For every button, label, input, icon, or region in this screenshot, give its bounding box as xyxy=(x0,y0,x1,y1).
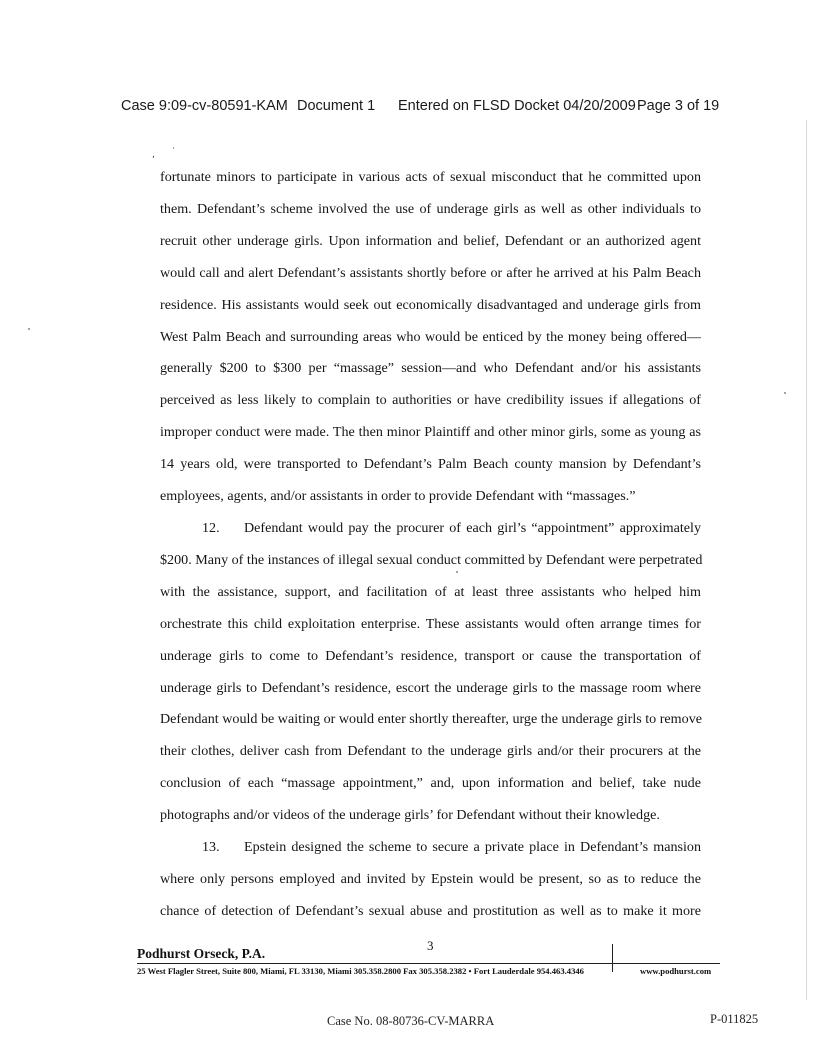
text-line: with the assistance, support, and facilitation of at least three assistants who helped him xyxy=(160,583,701,600)
text-line: perceived as less likely to complain to authorities or have credibility issues if allegations of xyxy=(160,392,701,409)
text-line: chance of detection of Defendant’s sexual abuse and prostitution as well as to make it more xyxy=(160,902,701,919)
case-number-stamp: Case No. 08-80736-CV-MARRA xyxy=(327,1014,495,1028)
text-line: their clothes, deliver cash from Defendant to the underage girls and/or their procurers at the xyxy=(160,743,701,760)
footer-divider xyxy=(612,944,613,972)
footer-rule xyxy=(137,963,720,964)
text-line: West Palm Beach and surrounding areas who would be enticed by the money being offered— xyxy=(160,328,701,345)
scan-speck xyxy=(28,328,30,330)
text-line: Defendant would be waiting or would enter shortly thereafter, urge the underage girls to remove xyxy=(160,711,702,728)
scan-speck xyxy=(456,571,458,573)
text-line: fortunate minors to participate in various acts of sexual misconduct that he committed upon xyxy=(160,169,701,185)
text-line: improper conduct were made. The then minor Plaintiff and other minor girls, some as young as xyxy=(160,424,701,441)
paragraph-12 xyxy=(160,513,701,832)
text-segment: Epstein designed the scheme to secure a private place in Defendant’s mansion xyxy=(244,839,701,856)
text-line: generally $200 to $300 per “massage” session—and who Defendant and/or his assistants xyxy=(160,360,701,377)
firm-website: www.podhurst.com xyxy=(640,966,712,976)
header-entered: Entered on FLSD Docket 04/20/2009 xyxy=(398,98,636,114)
text-line: underage girls to come to Defendant’s residence, transport or cause the transportation of xyxy=(160,647,701,664)
text-line: photographs and/or videos of the underage girls’ for Defendant without their knowledge. xyxy=(160,807,660,824)
paragraph-11-continued xyxy=(160,162,701,513)
header-page-count: Page 3 of 19 xyxy=(637,98,720,114)
firm-name: Podhurst Orseck, P.A. xyxy=(137,946,266,961)
text-line: orchestrate this child exploitation enterprise. These assistants would often arrange times for xyxy=(160,615,701,632)
text-segment: Defendant would pay the procurer of each girl’s “appointment” approximately xyxy=(244,519,701,536)
text-line: conclusion of each “massage appointment,” and, upon information and belief, take nude xyxy=(160,775,701,792)
text-line: underage girls to Defendant’s residence, escort the underage girls to the massage room where xyxy=(160,679,701,696)
bates-number: P-011825 xyxy=(710,1012,759,1026)
body-text xyxy=(160,162,701,928)
text-line xyxy=(160,832,701,864)
paragraph-number: 12. xyxy=(202,519,220,536)
text-line: them. Defendant’s scheme involved the use of underage girls as well as other individuals to xyxy=(160,200,701,217)
scan-edge xyxy=(806,120,807,1000)
firm-address: 25 West Flagler Street, Suite 800, Miami, FL 33130, Miami 305.358.2800 Fax 305.358.2382 • Fort Lauderdale 954.463.4346 xyxy=(137,966,584,976)
text-line: $200. Many of the instances of illegal sexual conduct committed by Defendant were perpetrated xyxy=(160,551,703,568)
text-line: where only persons employed and invited by Epstein would be present, so as to reduce the xyxy=(160,870,701,887)
text-line: recruit other underage girls. Upon information and belief, Defendant or an authorized agent xyxy=(160,232,701,249)
document-page: Case 9:09-cv-80591-KAM Document 1 Entered on FLSD Docket 04/20/2009 Page 3 of 19 , · fortunate minors to participate in various acts of sexual misconduct that he committed upon them. Defendant’s scheme involved the use of underage girls as well as other individuals to recruit other underage girls. Upon information and belief, Defendant or an authorized agent would call and alert Defendant’s assistants shortly before or after he arrived at his Palm Beach residence. His assistants would seek out economically disadvantaged and underage girls from West Palm Beach and surrounding areas who would be enticed by the money being offered— generally $200 to $300 per “massage” session—and who Defendant and/or his assistants perceived as less likely to complain to authorities or have credibility issues if allegations of improper conduct were made. The then minor Plaintiff and other minor girls, some as young as 14 years old, were transported to Defendant’s Palm Beach county mansion by Defendant’s employees, agents, and/or assistants in order to provide Defendant with “massages.” 12. Defendant would pay the procurer of each girl’s “appointment” approximately $200. Many of the instances of illegal sexual conduct committed by Defendant were perpetrated with the assistance, support, and facilitation of at least three assistants who helped him orchestrate this child exploitation enterprise. These assistants would often arrange times for underage girls to come to Defendant’s residence, transport or cause the transportation of underage girls to Defendant’s residence, escort the underage girls to the massage room where Defendant would be waiting or would enter shortly thereafter, urge the underage girls to remove their clothes, deliver cash from Defendant to the underage girls and/or their procurers at the conclusion of each “massage appointment,” and, upon information and belief, take nude photographs and/or videos of the underage girls’ for Defendant without their knowledge. 13. Epstein designed the scheme to secure a private place in Defendant’s mansion where only persons employed and invited by Epstein would be present, so as to reduce the chance of detection of Defendant’s sexual abuse and prostitution as well as to make it more Podhurst Orseck, P.A. 3 25 West Flagler Street, Suite 800, Miami, FL 33130, Miami 305.358.2800 Fax 305.358.2382 • Fort Lauderdale 954.463.4346 www.podhurst.com Case No. 08-80736-CV-MARRA P-011825 xyxy=(0,0,817,1056)
text-line: residence. His assistants would seek out economically disadvantaged and underage girls from xyxy=(160,296,701,313)
header-case-number: Case 9:09-cv-80591-KAM xyxy=(121,98,288,114)
scan-speck xyxy=(784,392,786,394)
paragraph-number: 13. xyxy=(202,839,220,856)
text-line xyxy=(160,513,701,545)
docket-header xyxy=(121,98,721,120)
text-line: employees, agents, and/or assistants in order to provide Defendant with “massages.” xyxy=(160,488,636,505)
page-number: 3 xyxy=(427,938,434,953)
text-line: 14 years old, were transported to Defendant’s Palm Beach county mansion by Defendant’s xyxy=(160,456,701,473)
paragraph-13 xyxy=(160,832,701,928)
header-document: Document 1 xyxy=(297,98,376,114)
text-line: would call and alert Defendant’s assistants shortly before or after he arrived at his Palm Beach xyxy=(160,264,701,281)
